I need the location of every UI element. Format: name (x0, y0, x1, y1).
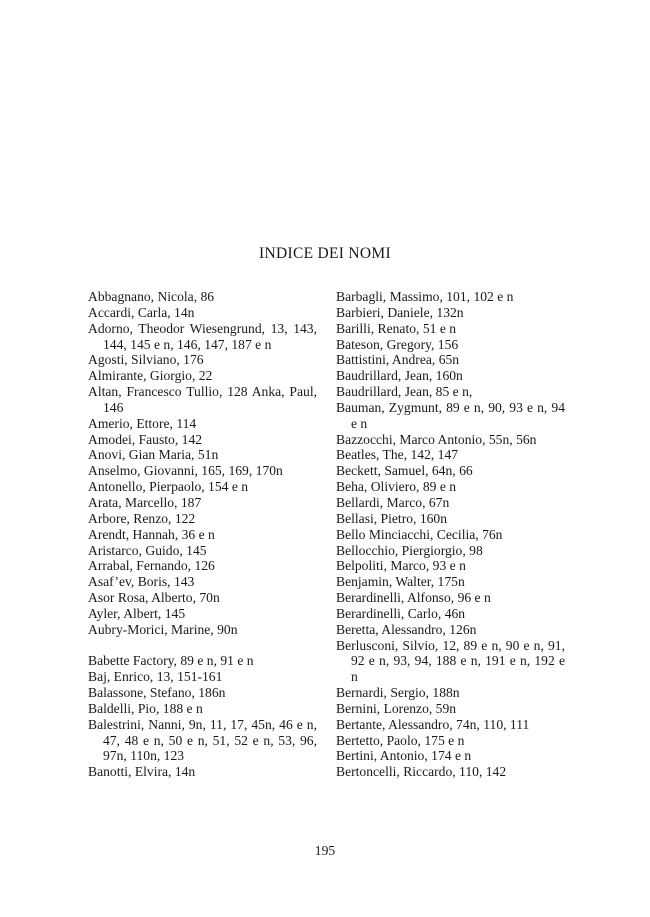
index-entry: Barilli, Renato, 51 e n (336, 320, 457, 336)
index-entry: Amerio, Ettore, 114 (88, 415, 197, 431)
index-entry: Ayler, Albert, 145 (88, 605, 186, 621)
index-entry: Barbagli, Massimo, 101, 102 e n (336, 289, 514, 304)
index-entry: Bellardi, Marco, 67n (336, 494, 450, 510)
index-entry: Aristarco, Guido, 145 (88, 542, 207, 558)
index-entry: Antonello, Pierpaolo, 154 e n (88, 479, 249, 495)
index-entry: Belpoliti, Marco, 93 e n (336, 558, 466, 574)
index-entry: Bateson, Gregory, 156 (336, 336, 459, 352)
index-entry: Bertoncelli, Riccardo, 110, 142 (336, 764, 507, 780)
index-entry: Bazzocchi, Marco Antonio, 55n, 56n (336, 431, 537, 447)
index-entry: Bertini, Antonio, 174 e n (336, 748, 472, 764)
index-entry: Accardi, Carla, 14n (88, 304, 195, 320)
index-entry: Beatles, The, 142, 147 (336, 447, 459, 463)
index-entry: Babette Factory, 89 e n, 91 e n (88, 653, 254, 669)
index-entry: Benjamin, Walter, 175n (336, 574, 465, 590)
index-entry: Bello Minciacchi, Cecilia, 76n (336, 526, 503, 542)
page-number: 195 (314, 843, 336, 858)
index-entry: Beretta, Alessandro, 126n (336, 621, 477, 637)
index-entry: Agosti, Silviano, 176 (88, 352, 204, 368)
index-entry: Berardinelli, Alfonso, 96 e n (336, 590, 491, 606)
index-entry: Bellasi, Pietro, 160n (336, 510, 448, 526)
index-entry: Arata, Marcello, 187 (88, 494, 202, 510)
index-entry: Almirante, Giorgio, 22 (88, 368, 213, 384)
index-entry: Banotti, Elvira, 14n (88, 764, 196, 780)
index-entry: Anovi, Gian Maria, 51n (88, 447, 219, 463)
index-entry: Altan, Francesco Tullio, 128 Anka, Paul, 146 (88, 384, 317, 415)
index-entry: Baldelli, Pio, 188 e n (88, 700, 203, 716)
index-entry: Bernini, Lorenzo, 59n (336, 700, 457, 716)
index-entry: Asaf’ev, Boris, 143 (88, 574, 195, 590)
section-gap (88, 638, 317, 654)
index-entry: Asor Rosa, Alberto, 70n (88, 590, 220, 606)
index-entry: Abbagnano, Nicola, 86 (88, 289, 215, 304)
page-title: INDICE DEI NOMI (259, 245, 391, 262)
index-entry: Amodei, Fausto, 142 (88, 431, 203, 447)
index-entry: Bertante, Alessandro, 74n, 110, 111 (336, 716, 530, 732)
index-entry: Arbore, Renzo, 122 (88, 510, 196, 526)
index-column-right (336, 289, 565, 780)
index-entry: Berlusconi, Silvio, 12, 89 e n, 90 e n, 91, 92 e n, 93, 94, 188 e n, 191 e n, 192 e n (336, 637, 565, 685)
index-entry: Beha, Oliviero, 89 e n (336, 479, 457, 495)
index-entry: Arrabal, Fernando, 126 (88, 558, 215, 574)
index-entry: Barbieri, Daniele, 132n (336, 304, 464, 320)
index-entry: Bernardi, Sergio, 188n (336, 685, 460, 701)
index-column-left (88, 289, 317, 780)
index-entry: Baj, Enrico, 13, 151-161 (88, 669, 223, 685)
index-entry: Bertetto, Paolo, 175 e n (336, 732, 465, 748)
index-entry: Balestrini, Nanni, 9n, 11, 17, 45n, 46 e n, 47, 48 e n, 50 e n, 51, 52 e n, 53, 96, 97n, 110n, 123 (88, 716, 317, 764)
index-entry: Beckett, Samuel, 64n, 66 (336, 463, 473, 479)
index-entry: Baudrillard, Jean, 85 e n, (336, 384, 473, 400)
index-entry: Arendt, Hannah, 36 e n (88, 526, 215, 542)
index-entry: Baudrillard, Jean, 160n (336, 368, 463, 384)
index-entry: Aubry-Morici, Marine, 90n (88, 621, 238, 637)
index-entry: Anselmo, Giovanni, 165, 169, 170n (88, 463, 283, 479)
index-entry: Berardinelli, Carlo, 46n (336, 605, 466, 621)
index-entry: Adorno, Theodor Wiesengrund, 13, 143, 144, 145 e n, 146, 147, 187 e n (88, 320, 317, 352)
index-entry: Bellocchio, Piergiorgio, 98 (336, 542, 483, 558)
index-entry: Battistini, Andrea, 65n (336, 352, 460, 368)
index-entry: Bauman, Zygmunt, 89 e n, 90, 93 e n, 94 e n (336, 399, 565, 431)
index-entry: Balassone, Stefano, 186n (88, 685, 226, 701)
